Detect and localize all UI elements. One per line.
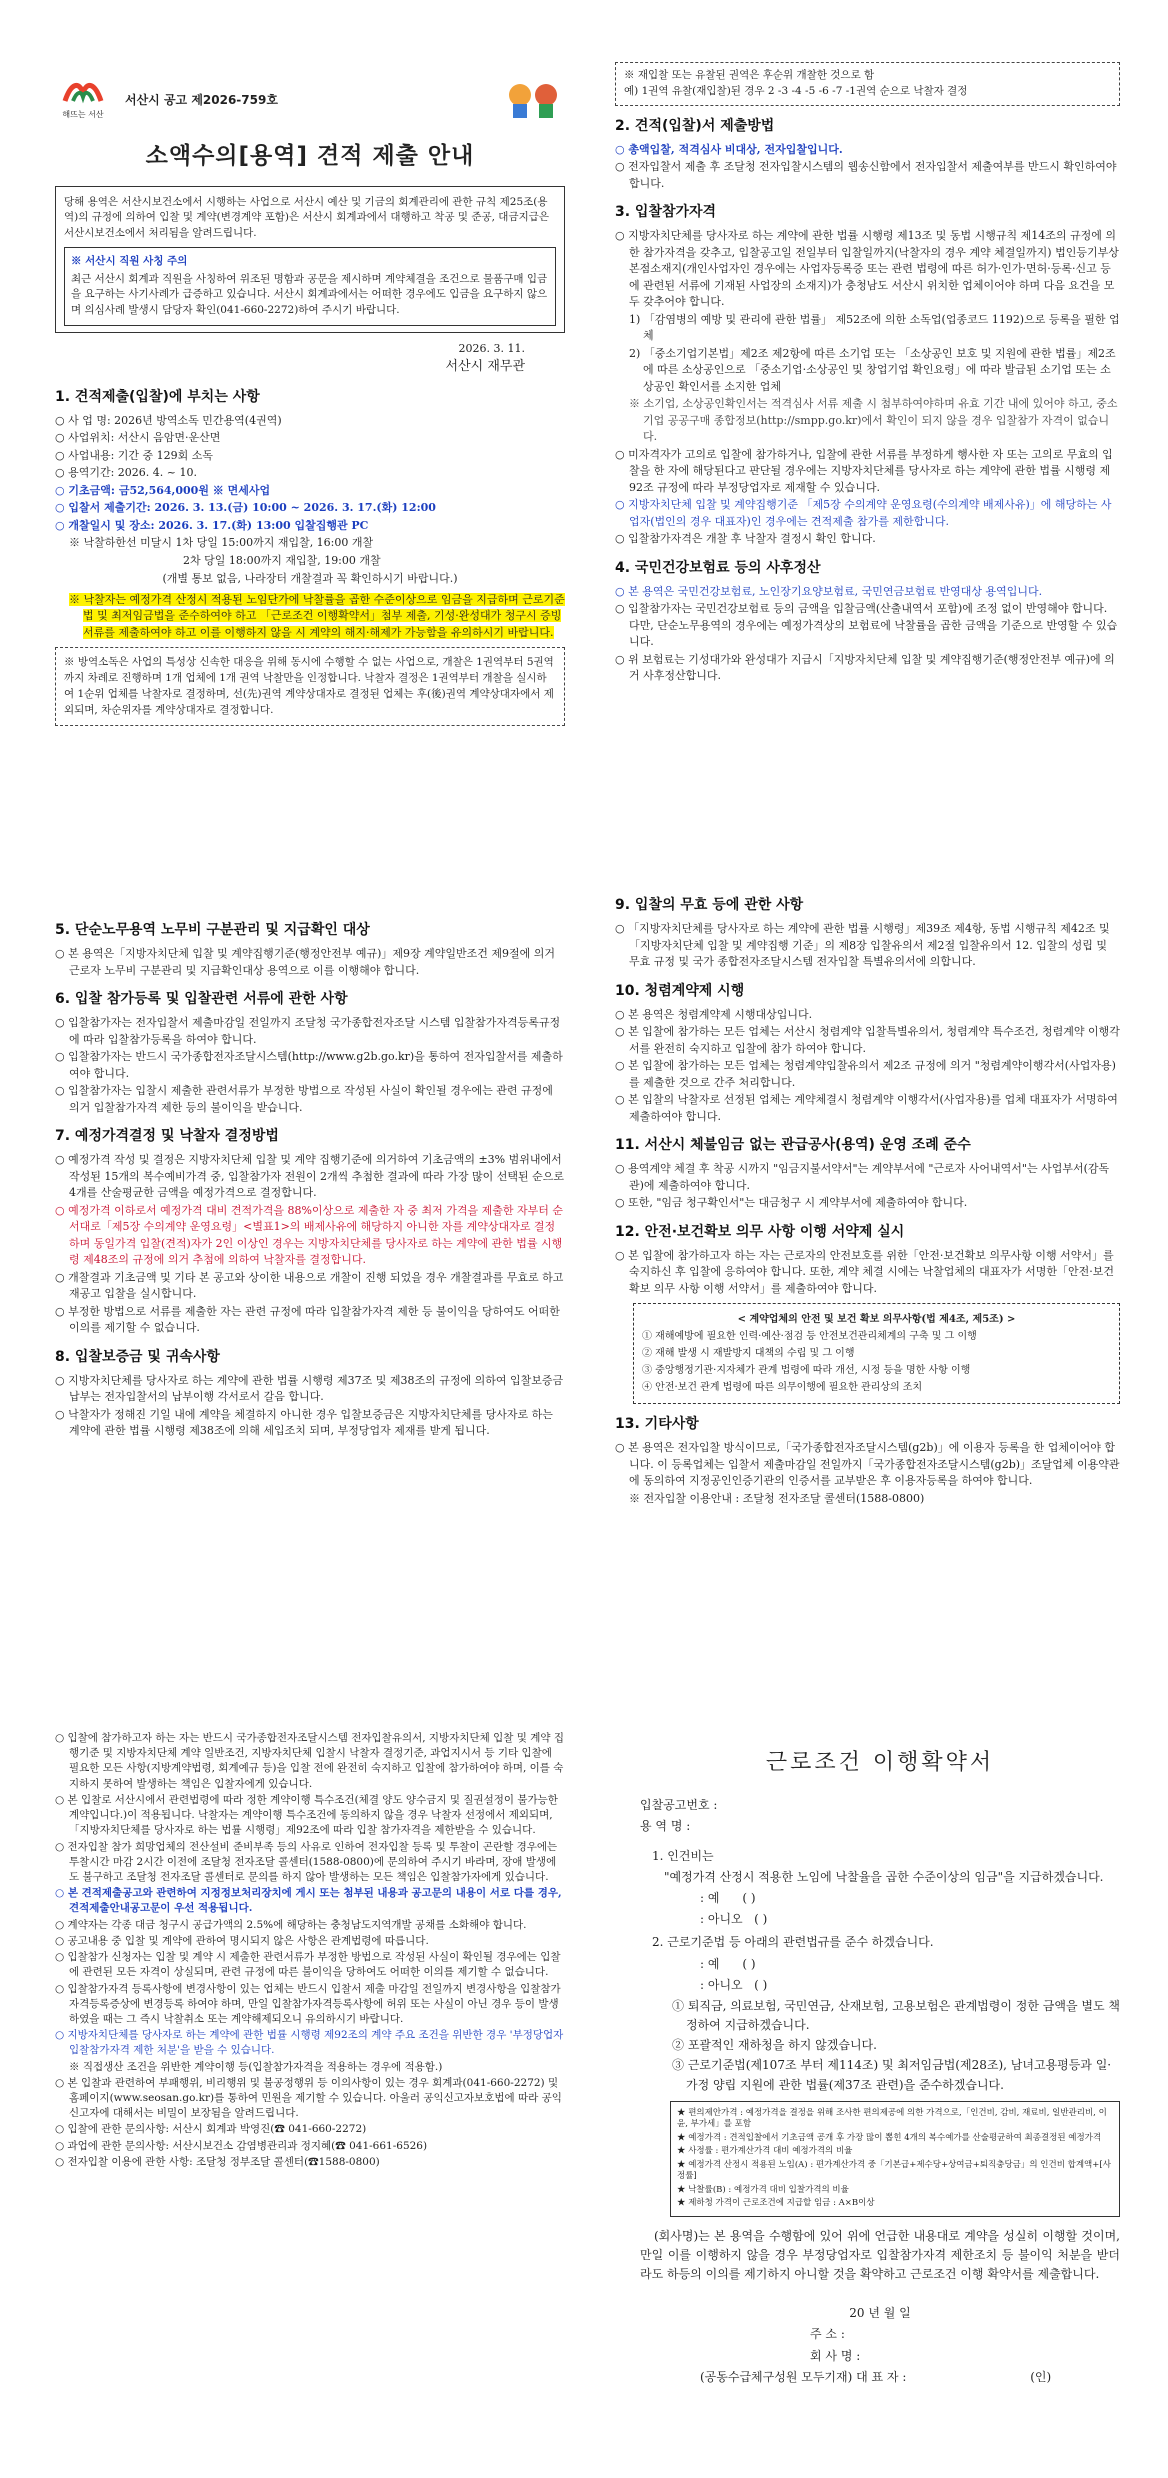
- section-4-title: 4. 국민건강보험료 등의 사후정산: [615, 559, 821, 576]
- misc-item: ○ 입찰참가 신청자는 입찰 및 계약 시 제출한 관련서류가 부정한 방법으로 작성된 사실이 확인될 경우에는 입찰에 관련된 모든 자격이 상실되며, 관련 규정에 따른 불이익을 당하여도 어떠한 이의를 제기할 수 없습니다.: [55, 1951, 561, 1979]
- misc-item: ○ 과업에 관한 문의사항: 서산시보건소 감염병관리과 정지혜(☎ 041-661-6526): [55, 2139, 428, 2152]
- section-1-title: 1. 견적제출(입찰)에 부치는 사항: [55, 388, 260, 405]
- band1-left: [55, 75, 565, 732]
- warning-box: [64, 247, 556, 326]
- s3-item: 2) 「중소기업기본법」제2조 제2항에 따른 소기업 또는 「소상공인 보호 및 지원에 관한 법률」제2조에 따른 소상공인으로 「중소기업·소상공인 및 창업기업 확인요령」에 따라 발급된 소기업 또는 소상공인 확인서를 소지한 업체: [629, 346, 1116, 393]
- misc-item: ○ 입찰에 참가하고자 하는 자는 반드시 국가종합전자조달시스템 전자입찰유의서, 지방자치단체 입찰 및 계약 집행기준 및 지방자치단체 계약 일반조건, 지방자치단체 입찰시 낙찰자 결정기준, 과업지시서 등 기타 입찰에 필요한 모든 사항(지방계약법령, 회계예규 등)을 입찰 전에 완전히 숙지하고 입찰에 참가하여야 하며, 이를 숙지하지 못하여 발생하는 책임은 입찰자에게 있습니다.: [55, 1732, 564, 1790]
- form-q2: 2. 근로기준법 등 아래의 관련법규를 준수 하겠습니다.: [652, 1935, 934, 1950]
- q2-no-checkbox[interactable]: ( ): [754, 1977, 768, 1992]
- s6-item: ○ 입찰참가자는 전자입찰서 제출마감일 전일까지 조달청 국가종합전자조달 시스템 입찰참가자격등록규정에 따라 입찰참가등록을 하여야 합니다.: [55, 1016, 561, 1046]
- s1-item: ○ 기초금액: 금52,564,000원 ※ 면세사업: [55, 483, 271, 497]
- section-11-title: 11. 서산시 체불임금 없는 관급공사(용역) 운영 조례 준수: [615, 1137, 971, 1153]
- section-8-title: 8. 입찰보증금 및 귀속사항: [55, 1348, 220, 1365]
- s8-item: ○ 낙찰자가 정해진 기일 내에 계약을 체결하지 아니한 경우 입찰보증금은 지방자치단체를 당사자로 하는 계약에 관한 법률 시행령 제38조에 의해 세입조치 되며, 부정당업자 제재를 받게 됩니다.: [55, 1407, 553, 1437]
- form-q1-text: "예정가격 산정시 적용한 노임에 낙찰율을 곱한 수준이상의 임금"을 지급하겠습니다.: [664, 1869, 1104, 1884]
- zone-note-box: [55, 647, 565, 726]
- misc-item: ※ 직접생산 조건을 위반한 계약이행 등(입찰참가자격을 적용하는 경우에 적용함.): [69, 2060, 443, 2073]
- definition: ★ 편의제안가격 : 예정가격을 결정을 위해 조사한 편의제공에 의한 가격으로,「인건비, 감비, 재료비, 일반관리비, 이윤, 부가세」를 포함: [677, 2107, 1107, 2130]
- form-q1-no: : 아니오 ( ): [700, 1912, 768, 1927]
- s11-item: ○ 또한, "임금 청구확인서"는 대금청구 시 계약부서에 제출하여야 합니다.: [615, 1196, 968, 1209]
- s4-item: ○ 위 보험료는 기성대가와 완성대가 지급시「지방자치단체 입찰 및 계약집행기준(행정안전부 예규)에 의거 사후정산합니다.: [615, 652, 1115, 682]
- header-row: [55, 75, 565, 125]
- city-slogan: 해뜨는 서산: [62, 110, 104, 120]
- s10-item: ○ 본 용역은 청렴계약제 시행대상입니다.: [615, 1007, 813, 1021]
- s7-item: ○ 부정한 방법으로 서류를 제출한 자는 관련 규정에 따라 입찰참가자격 제한 등 불이익을 당하여도 어떠한 이의를 제기할 수 없습니다.: [55, 1304, 560, 1334]
- rebid-note: (개별 통보 없음, 나라장터 개찰결과 꼭 확인하시기 바랍니다.): [162, 572, 458, 586]
- s4-item: ○ 본 용역은 국민건강보험료, 노인장기요양보험료, 국민연금보험료 반영대상 용역입니다.: [615, 584, 1043, 598]
- form-definitions-box: [670, 2101, 1120, 2217]
- s3-item: ○ 입찰참가자격은 개찰 후 낙찰자 결정시 확인 합니다.: [615, 532, 876, 545]
- definition: ★ 예정가격 산정시 적용된 노임(A) : 편가계산가격 중「기본급+제수당+상여금+퇴직충당금」의 인건비 합계액+[사정률]: [677, 2159, 1111, 2182]
- issuer: 서산시 재무관: [445, 359, 525, 375]
- s7-item: ○ 개찰결과 기초금액 및 기타 본 공고와 상이한 내용으로 개찰이 진행 되었을 경우 개찰결과를 무효로 하고 재공고 입찰을 실시합니다.: [55, 1270, 564, 1300]
- section-3-title: 3. 입찰참가자격: [615, 204, 717, 220]
- s11-item: ○ 용역계약 체결 후 착공 시까지 "임금지불서약서"는 계약부서에 "근로자 사어내역서"는 사업부서(감독관)에 제출하여야 합니다.: [615, 1162, 1110, 1192]
- form-service-label: 용 역 명 :: [640, 1819, 691, 1834]
- section-13-title: 13. 기타사항: [615, 1416, 699, 1432]
- definition: ★ 예정가격 : 견적입찰에서 기초금액 공개 후 가장 많이 뽑힌 4개의 복수예가를 산술평균하여 최종결정된 예정가격: [677, 2132, 1102, 2143]
- section-6-title: 6. 입찰 참가등록 및 입찰관련 서류에 관한 사항: [55, 991, 348, 1007]
- rebid-note: ※ 낙찰하한선 미달시 1차 당일 15:00까지 재입찰, 16:00 개찰: [69, 536, 374, 550]
- s2-item: ○ 전자입찰서 제출 후 조달청 전자입찰시스템의 웹송신함에서 전자입찰서 제출여부를 반드시 확인하여야 합니다.: [615, 160, 1117, 190]
- s13-item: ※ 전자입찰 이용안내 : 조달청 전자조달 콜센터(1588-0800): [629, 1491, 925, 1505]
- s1-item: ○ 용역기간: 2026. 4. ~ 10.: [55, 466, 197, 480]
- section-7-title: 7. 예정가격결정 및 낙찰자 결정방법: [55, 1128, 279, 1144]
- s13-item: ○ 본 용역은 전자입찰 방식이므로,「국가종합전자조달시스템(g2b)」에 이용자 등록을 한 업체이어야 합니다. 이 등록업체는 입찰서 제출마감일 전일까지「국가종합전자조달시스템(g2b)」조달업체 이용약관에 동의하여 지정공인인증기관의 인증서를 교부받은 후 이용자등록을 하여야 합니다.: [615, 1441, 1120, 1487]
- s1-item: ○ 사업내용: 기간 중 129회 소독: [55, 448, 214, 462]
- section-5-title: 5. 단순노무용역 노무비 구분관리 및 지급확인 대상: [55, 922, 370, 938]
- highlight-note: ※ 낙찰자는 예정가격 산정시 적용된 노임단가에 낙찰률을 곱한 수준이상으로 임금을 지급하며 근로기준법 및 최저임금법을 준수하여야 하고 「근로조건 이행확약서」첨부 제출, 기성·완성대가 청구시 증빙서류를 제출하여야 하고 이를 이행하지 않을 시 계약의 해지·해제가 가능함을 유의하시기 바랍니다.: [69, 592, 565, 639]
- definition: ★ 사정률 : 편가계산가격 대비 예정가격의 비율: [677, 2146, 853, 2157]
- section-2-title: 2. 견적(입찰)서 제출방법: [615, 117, 775, 134]
- mascot-icon: [505, 80, 565, 120]
- safety-box-item: ④ 안전·보건 관계 법령에 따른 의무이행에 필요한 관리상의 조치: [642, 1382, 923, 1393]
- safety-duty-box: [633, 1303, 1120, 1404]
- s1-item: ○ 개찰일시 및 장소: 2026. 3. 17.(화) 13:00 입찰집행관 PC: [55, 518, 369, 532]
- s5-item: ○ 본 용역은「지방자치단체 입찰 및 계약집행기준(행정안전부 예규)」제9장 계약일반조건 제9절에 의거 근로자 노무비 구분관리 및 지급확인대상 용역으로 이를 이행해야 합니다.: [55, 947, 556, 977]
- s6-item: ○ 입찰참가자는 입찰시 제출한 관련서류가 부정한 방법으로 작성된 사실이 확인될 경우에는 관련 규정에 의거 입찰참가자격 제한 등의 불이익을 받습니다.: [55, 1084, 553, 1114]
- s10-item: ○ 본 입찰에 참가하는 모든 업체는 청렴계약입찰유의서 제2조 규정에 의거 "청렴계약이행각서(사업자용)를 제출한 것으로 간주 처리합니다.: [615, 1059, 1116, 1089]
- misc-item: ○ 계약자는 각종 대금 청구시 공급가액의 2.5%에 해당하는 충청남도지역개발 공채를 소화해야 합니다.: [55, 1918, 527, 1931]
- s1-item: ○ 사업위치: 서산시 음암면·운산면: [55, 431, 221, 445]
- form-date-line[interactable]: 20 년 월 일: [849, 2306, 911, 2321]
- band2-right: [615, 885, 1120, 1508]
- safety-box-item: ① 재해예방에 필요한 인력·예산·점검 등 안전보건관리체계의 구축 및 그 이행: [642, 1331, 977, 1342]
- city-logo-icon: [61, 79, 105, 105]
- form-notice-label: 입찰공고번호 :: [640, 1798, 718, 1813]
- form-representative[interactable]: (공동수급체구성원 모두기재) 대 표 자 : (인): [700, 2369, 1052, 2384]
- band3-right: [640, 1745, 1120, 2389]
- rebid-order-note: ※ 재입찰 또는 유찰된 권역은 후순위 개찰한 것으로 함 예) 1권역 유찰(재입찰)된 경우 2 -3 -4 -5 -6 -7 -1권역 순으로 낙찰자 결정: [615, 62, 1120, 106]
- section-1-items: [55, 413, 565, 588]
- misc-item: ○ 지방자치단체를 당사자로 하는 계약에 관한 법률 시행령 제92조의 계약 주요 조건을 위반한 경우 '부정당업자 입찰참가자격 제한 처분'을 받을 수 있습니다.: [55, 2029, 564, 2057]
- section-9-title: 9. 입찰의 무효 등에 관한 사항: [615, 897, 804, 913]
- form-title: 근로조건 이행확약서: [765, 1750, 995, 1775]
- warning-title: ※ 서산시 직원 사칭 주의: [71, 254, 188, 267]
- definition: ★ 낙찰률(B) : 예정가격 대비 입찰가격의 비율: [677, 2184, 849, 2195]
- s9-item: ○ 「지방자치단체를 당사자로 하는 계약에 관한 법률 시행령」제39조 제4항, 동법 시행규칙 제42조 및「지방자치단체 입찰 및 계약집행 기준」의 제8장 입찰유의서 제2절 입찰유의서 12. 입찰의 성립 및 무효 규정 및 국가 종합전자조달시스템 전자입찰 특별유의서에 의합니다.: [615, 922, 1110, 968]
- s8-item: ○ 지방자치단체를 당사자로 하는 계약에 관한 법률 시행령 제37조 및 제38조의 규정에 의하여 입찰보증금 납부는 전자입찰서의 납부이행 각서로서 갈음 합니다.: [55, 1373, 564, 1403]
- misc-item: ○ 본 입찰과 관련하여 부패행위, 비리행위 및 불공정행위 등 이의사항이 있는 경우 회계과(041-660-2272) 및 홈페이지(www.seosan.go.kr)를 통하여 민원을 제기할 수 있습니다. 아울러 공익신고자보호법에 따라 공익신고자에 대해서는 비밀이 보장됨을 알려드립니다.: [55, 2076, 562, 2120]
- q1-yes-checkbox[interactable]: ( ): [742, 1890, 756, 1905]
- section-12-title: 12. 안전·보건확보 의무 사항 이행 서약제 실시: [615, 1223, 905, 1240]
- notice-number: 서산시 공고 제2026-759호: [125, 93, 278, 107]
- form-q1: 1. 인건비는: [652, 1848, 714, 1863]
- form-q1-yes: : 예 ( ): [700, 1890, 756, 1905]
- form-address[interactable]: 주 소 :: [810, 2327, 845, 2342]
- s3-item: ○ 지방자치단체 입찰 및 계약집행기준 「제5장 수의계약 운영요령(수의계약 배제사유)」에 해당하는 사업자(법인의 경우 대표자)인 경우에는 견적제출 참가를 제한합니다.: [615, 498, 1112, 528]
- notice-date: 2026. 3. 11.: [458, 341, 525, 355]
- q2-yes-checkbox[interactable]: ( ): [742, 1956, 756, 1971]
- band1-right: [615, 62, 1120, 686]
- definition: ★ 제하청 가격이 근로조건에 지급할 임금 : A×B이상: [677, 2198, 875, 2209]
- safety-box-item: ③ 중앙행정기관·지자체가 관계 법령에 따라 개선, 시정 등을 명한 사항 이행: [642, 1365, 971, 1376]
- misc-item: ○ 전자입찰 참가 희망업체의 전산설비 준비부족 등의 사유로 인하여 전자입찰 등록 및 투찰이 곤란할 경우에는 투찰시간 마감 2시간 이전에 조달청 전자조달 콜센터(1588-0800)에 문의하여 주시기 바라며, 장애 발생에도 불구하고 조달청 전자조달 콜센터로 문의를 하지 않아 발생하는 모든 책임은 입찰참가자에게 있습니다.: [55, 1840, 558, 1883]
- s3-item: ※ 소기업, 소상공인확인서는 적격심사 서류 제출 시 첨부하여야하며 유효 기간 내에 있어야 하고, 중소기업 공공구매 종합정보(http://smpp.go.kr)에서 확인이 되지 않을 경우 입찰참가 자격이 없습니다.: [629, 397, 1118, 443]
- safety-box-item: ② 재해 발생 시 재발방지 대책의 수립 및 그 이행: [642, 1348, 855, 1359]
- form-company[interactable]: 회 사 명 :: [810, 2348, 861, 2363]
- s3-item: 1) 「감염병의 예방 및 관리에 관한 법률」 제52조에 의한 소독업(업종코드 1192)으로 등록을 필한 업체: [629, 312, 1120, 342]
- section-10-title: 10. 청렴계약제 시행: [615, 982, 745, 999]
- s10-item: ○ 본 입찰의 낙찰자로 선정된 업체는 계약체결시 청렴계약 이행각서(사업자용)를 업체 대표자가 서명하여 제출하여야 합니다.: [615, 1093, 1118, 1123]
- intro-box: [55, 186, 565, 333]
- band2-left: [55, 910, 565, 1441]
- misc-item: ○ 입찰참가자격 등록사항에 변경사항이 있는 업체는 반드시 입찰서 제출 마감일 전일까지 변경사항을 입찰참가자격등록증상에 변경등록 하여야 하며, 만일 입찰참가자격등록사항에 허위 또는 사실이 아닌 경우 등이 발생하였을 때는 그 즉시 낙찰취소 또는 계약해제되오니 유의하시기 바랍니다.: [55, 1982, 561, 2025]
- rebid-note: 2차 당일 18:00까지 재입찰, 19:00 개찰: [183, 553, 381, 567]
- misc-item: ○ 본 입찰로 서산시에서 관련법령에 따라 정한 계약이행 특수조건(체결 양도 양수금지 및 질권설정이 불가능한 계약입니다.)이 적용됩니다. 낙찰자는 계약이행 특수조건에 동의하지 않을 경우 낙찰자 선정에서 제외되며,「지방자치단체를 당사자로 하는 법률 시행령」제92조에 따라 입찰 참가자격을 제한받을 수 있습니다.: [55, 1793, 558, 1837]
- city-logo: [55, 79, 111, 121]
- s7-item: ○ 예정가격 이하로서 예정가격 대비 견적가격을 88%이상으로 제출한 자 중 최저 가격을 제출한 자부터 순서대로「제5장 수의계약 운영요령」<별표1>의 배제사유에 해당하지 아니한 자를 계약상대자로 결정하며 동일가격 입찰(견적)자가 2인 이상인 경우는 지방자치단체를 당사자로 하는 계약에 관한 법률 시행령 제48조의 규정에 의거 추첨에 의하여 낙찰자를 결정합니다.: [55, 1203, 564, 1266]
- s4-item: ○ 입찰참가자는 국민건강보험료 등의 금액을 입찰금액(산출내역서 포함)에 조정 없이 반영해야 합니다. 다만, 단순노무용역의 경우에는 예정가격상의 보험료에 낙찰률을 곱한 금액을 기준으로 반영할 수 있습니다.: [615, 602, 1118, 648]
- s2-item: ○ 총액입찰, 적격심사 비대상, 전자입찰입니다.: [615, 142, 843, 156]
- form-q2-yes: : 예 ( ): [700, 1956, 756, 1971]
- s1-item: ○ 입찰서 제출기간: 2026. 3. 13.(금) 10:00 ~ 2026. 3. 17.(화) 12:00: [55, 501, 436, 515]
- intro-text: 당해 용역은 서산시보건소에서 시행하는 사업으로 서산시 예산 및 기금의 회계관리에 관한 규칙 제25조(용역)의 규정에 의하여 입찰 및 계약(변경계약 포함)은 서산시 회계과에서 대행하고 착공 및 준공, 대금지급은 서산시보건소에서 처리됨을 알려드립니다.: [64, 195, 550, 239]
- form-list-item: ③ 근로기준법(제107조 부터 제114조) 및 최저임금법(제28조), 남녀고용평등과 일·가정 양립 지원에 관한 법률(제37조 관련)을 준수하겠습니다.: [672, 2058, 1112, 2092]
- warning-text: 최근 서산시 회계과 직원을 사칭하여 위조된 명함과 공문을 제시하며 계약체결을 조건으로 물품구매 입금을 요구하는 사기사례가 급증하고 있습니다. 서산시 회계과에서는 어떠한 경우에도 입금을 요구하지 않으며 의심사례 발생시 담당자 확인(041-660-2272)하여 주시기 바랍니다.: [71, 272, 548, 316]
- s7-item: ○ 예정가격 작성 및 결정은 지방자치단체 입찰 및 계약 집행기준에 의거하여 기초금액의 ±3% 범위내에서 작성된 15개의 복수예비가격 중, 입찰참가자 전원이 2개씩 추첨한 결과에 따라 가장 많이 선택된 순으로 4개를 산술평균한 금액을 예정가격으로 결정합니다.: [55, 1153, 564, 1199]
- s3-item: ○ 지방자치단체를 당사자로 하는 계약에 관한 법률 시행령 제13조 및 동법 시행규칙 제14조의 규정에 의한 참가자격을 갖추고, 입찰공고일 전일부터 입찰일까지(낙찰자의 경우 계약 체결일까지) 법인등기부상 본점소재지(개인사업자인 경우에는 사업자등록증 또는 관련 법령에 따른 허가·인가·면허·등록·신고 등에 관련된 서류에 기재된 사업장의 소재지)가 충청남도 서산시 위치한 업체이어야 하며 다음 요건을 모두 갖추어야 합니다.: [615, 229, 1119, 308]
- misc-item: ○ 본 견적제출공고와 관련하여 지정정보처리장치에 게시 또는 첨부된 내용과 공고문의 내용이 서로 다를 경우, 견적제출안내공고문이 우선 적용됩니다.: [55, 1887, 562, 1915]
- misc-item: ○ 공고내용 중 입찰 및 계약에 관하여 명시되지 않은 사항은 관계법령에 따릅니다.: [55, 1934, 429, 1947]
- misc-item: ○ 전자입찰 이용에 관한 사항: 조달청 정부조달 콜센터(☎1588-0800): [55, 2155, 380, 2168]
- q1-no-checkbox[interactable]: ( ): [754, 1912, 768, 1927]
- form-pledge: (회사명)는 본 용역을 수행함에 있어 위에 언급한 내용대로 계약을 성실히 이행할 것이며, 만일 이를 이행하지 않을 경우 부정당업자로 입찰참가자격 제한조치 등 불이익 처분을 받더라도 하등의 이의를 제기하지 아니할 것을 확약하고 근로조건 이행 확약서를 제출합니다.: [640, 2228, 1120, 2281]
- s3-item: ○ 미자격자가 고의로 입찰에 참가하거나, 입찰에 관한 서류를 부정하게 행사한 자 또는 고의로 무효의 입찰을 한 자에 해당된다고 판단될 경우에는 지방자치단체를 당사자로 하는 계약에 관한 법률 시행령 제92조 규정에 따라 부정당업자로 제재할 수 있습니다.: [615, 447, 1113, 494]
- form-list-item: ② 포괄적인 재하청을 하지 않겠습니다.: [672, 2038, 877, 2053]
- s6-item: ○ 입찰참가자는 반드시 국가종합전자조달시스템(http://www.g2b.go.kr)을 통하여 전자입찰서를 제출하여야 합니다.: [55, 1050, 563, 1080]
- seal-mark: (인): [1030, 2369, 1052, 2384]
- s1-item: ○ 사 업 명: 2026년 방역소독 민간용역(4권역): [55, 413, 282, 427]
- s12-item: ○ 본 입찰에 참가하고자 하는 자는 근로자의 안전보호를 위한「안전·보건확보 의무사항 이행 서약서」를 숙지하신 후 입찰에 응하여야 합니다. 또한, 계약 체결 시에는 낙찰업체의 대표자가 서명한「안전·보건확보 의무 사항 이행 서약서」를 제출하여야 합니다.: [615, 1248, 1114, 1295]
- page-title: 소액수의[용역] 견적 제출 안내: [145, 143, 475, 169]
- misc-item: ○ 입찰에 관한 문의사항: 서산시 회계과 박영진(☎ 041-660-2272): [55, 2123, 367, 2136]
- band3-left: [55, 1730, 565, 2171]
- form-q2-no: : 아니오 ( ): [700, 1977, 768, 1992]
- s10-item: ○ 본 입찰에 참가하는 모든 업체는 서산시 청렴계약 입찰특별유의서, 청렴계약 특수조건, 청렴계약 이행각서를 완전히 숙지하고 입찰에 참가 하여야 합니다.: [615, 1025, 1120, 1055]
- safety-box-title: < 계약업체의 안전 및 보건 확보 의무사항(법 제4조, 제5조) >: [737, 1314, 1016, 1325]
- zone-note: ※ 방역소독은 사업의 특성상 신속한 대응을 위해 동시에 수행할 수 없는 사업으로, 개찰은 1권역부터 5권역까지 차례로 진행하며 1개 업체에 1개 권역 낙찰만을 인정합니다. 낙찰자 결정은 1권역부터 개찰을 실시하여 1순위 업체를 낙찰자로 결정하며, 선(先)권역 계약상대자로 결정된 업체는 후(後)권역 계약상대자에서 제외되며, 차순위자를 계약상대자로 결정합니다.: [64, 656, 554, 716]
- form-list-item: ① 퇴직금, 의료보험, 국민연금, 산재보험, 고용보험은 관계법령이 정한 금액을 별도 책정하여 지급하겠습니다.: [672, 1998, 1120, 2033]
